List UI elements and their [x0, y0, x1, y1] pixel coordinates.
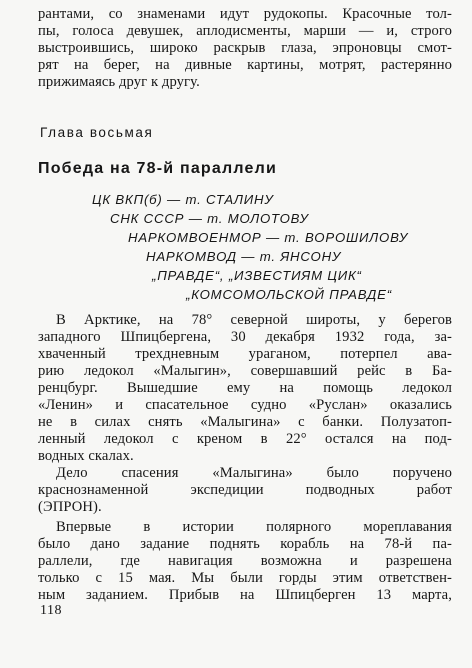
dedication-line: „ПРАВДЕ“, „ИЗВЕСТИЯМ ЦИК“ — [152, 268, 362, 283]
text-line: ренцбург. Вышедшие ему на помощь ледокол — [38, 380, 452, 396]
page-number: 118 — [40, 603, 62, 618]
dedication-line: ЦК ВКП(б) — т. СТАЛИНУ — [92, 192, 274, 207]
text-line: рию ледокол «Малыгин», совершавший рейс в Ба- — [38, 363, 452, 379]
dedication-line: НАРКОМВОД — т. ЯНСОНУ — [146, 249, 342, 264]
text-line: хваченный трехдневным ураганом, потерпел ава- — [38, 346, 452, 362]
text-line: не в силах снять «Малыгина» с банки. Полузатоп- — [38, 414, 452, 430]
text-line: западного Шпицбергена, 30 декабря 1932 года, за- — [38, 329, 452, 345]
text-line: рантами, со знаменами идут рудокопы. Красочные тол- — [38, 6, 452, 22]
text-line: водных скалах. — [38, 448, 134, 464]
text-line: ленный ледокол с креном в 22° остался на под- — [38, 431, 452, 447]
text-line: Впервые в истории полярного мореплавания — [56, 519, 452, 535]
text-line: только с 15 мая. Мы были горды этим ответствен- — [38, 570, 452, 586]
dedication-line: СНК СССР — т. МОЛОТОВУ — [110, 211, 309, 226]
chapter-label: Глава восьмая — [40, 125, 154, 140]
dedication-line: НАРКОМВОЕНМОР — т. ВОРОШИЛОВУ — [128, 230, 409, 245]
dedication-line: „КОМСОМОЛЬСКОЙ ПРАВДЕ“ — [186, 287, 392, 302]
text-line: прижимаясь друг к другу. — [38, 74, 200, 90]
text-line: (ЭПРОН). — [38, 499, 102, 515]
text-line: выстроившись, широко раскрыв глаза, эпроновцы смот- — [38, 40, 452, 56]
text-line: было дано задание поднять корабль на 78-й па- — [38, 536, 452, 552]
text-line: В Арктике, на 78° северной широты, у берегов — [56, 312, 452, 328]
text-line: ным заданием. Прибыв на Шпицберген 13 марта, — [38, 587, 452, 603]
chapter-title: Победа на 78-й параллели — [38, 160, 278, 177]
text-line: «Ленин» и спасательное судно «Руслан» оказались — [38, 397, 452, 413]
text-line: краснознаменной экспедиции подводных работ — [38, 482, 452, 498]
text-line: пы, голоса девушек, аплодисменты, марши — и, строго — [38, 23, 452, 39]
text-line: рят на берег, на дивные картины, мотрят, растерянно — [38, 57, 452, 73]
text-line: раллели, где навигация возможна и разрешена — [38, 553, 452, 569]
text-line: Дело спасения «Малыгина» было поручено — [56, 465, 452, 481]
